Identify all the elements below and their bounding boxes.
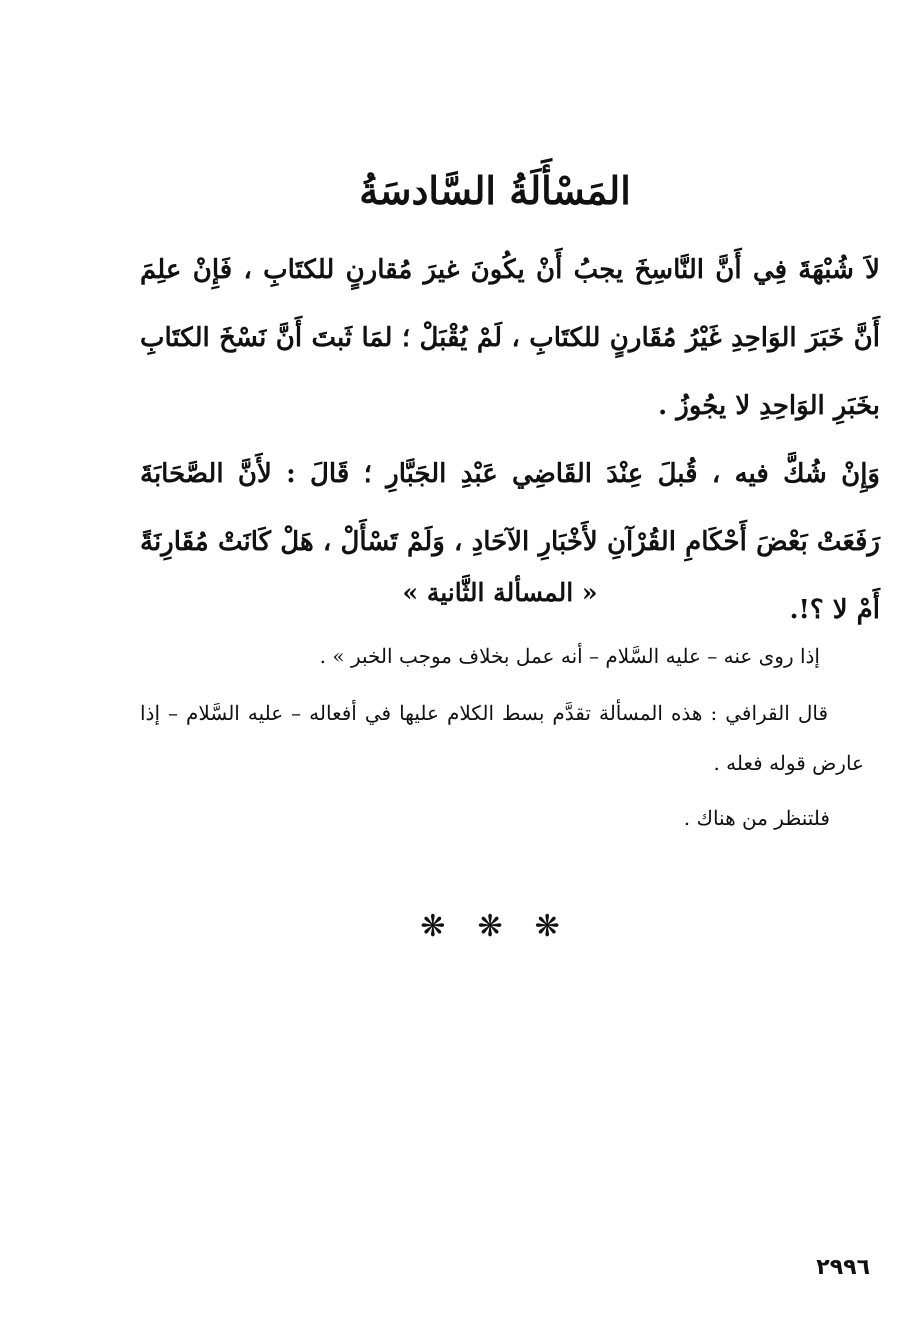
asterism-star-icon: ❋: [477, 909, 503, 944]
section-separator: [390, 902, 590, 952]
page-number: ٢٩٩٦: [816, 1255, 870, 1280]
asterism-star-icon: ❋: [420, 909, 446, 944]
paragraph-1: لاَ شُبْهَةَ فِي أَنَّ النَّاسِخَ يجبُ أَنْ يكُونَ غيرَ مُقارنٍ للكتَابِ ، فَإِنْ علِمَ أَنَّ خَبَرَ الوَاحِدِ غَيْرُ مُقَارنٍ للكتَابِ ، لَمْ يُقْبَلْ ؛ لمَا ثَبتَ أَنَّ نَسْخَ الكتَابِ بخَبَرِ الوَاحِدِ لا يجُوزُ .: [140, 255, 880, 421]
section-title: المَسْأَلَةُ السَّادسَةُ: [359, 168, 631, 213]
paragraph-2: وَإِنْ شُكَّ فيه ، قُبلَ عِنْدَ القَاضِي عَبْدِ الجَبَّارِ ؛ قَالَ : لأَنَّ الصَّحَابَةَ رَفَعَتْ بَعْضَ أَحْكَامِ القُرْآنِ لأَخْبَارِ الآحَادِ ، وَلَمْ تَسْأَلْ ، هَلْ كَانَتْ مُقَارِنَةً أَمْ لا ؟!.: [140, 459, 880, 625]
paragraph-4: قال القرافي : هذه المسألة تقدَّم بسط الكلام عليها في أفعاله – عليه السَّلام – إذا عارض قوله فعله .: [140, 701, 864, 775]
subsection-heading: « المسألة الثَّانية »: [402, 578, 598, 607]
paragraph-5: فلتنظر من هناك .: [683, 806, 830, 830]
asterism-star-icon: ❋: [534, 909, 560, 944]
paragraph-3: إذا روى عنه – عليه السَّلام – أنه عمل بخلاف موجب الخبر » .: [319, 644, 820, 668]
